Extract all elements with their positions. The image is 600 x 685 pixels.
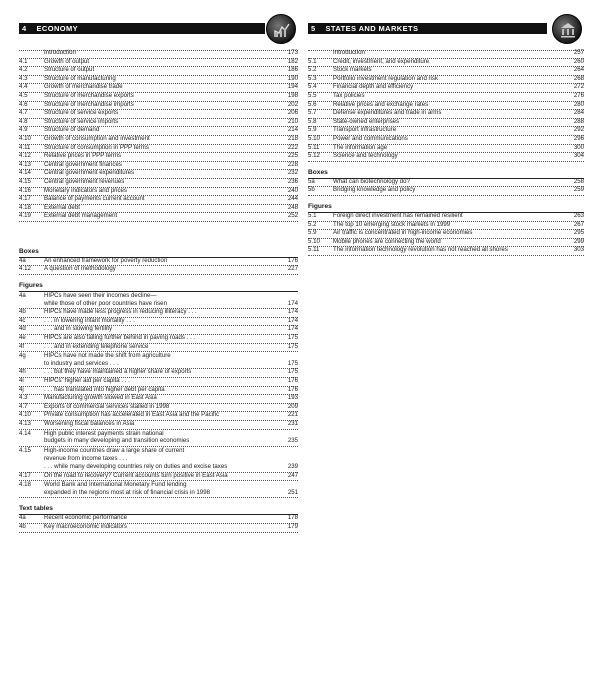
entry-title: Power and communications: [333, 134, 408, 142]
entry-page: 280: [573, 100, 584, 108]
entry-title: Central government expenditures: [44, 169, 135, 177]
entry-page: 182: [287, 57, 298, 65]
entry-title: Mobile phones are connecting the world: [333, 237, 441, 245]
entry-title: Structure of manufacturing: [44, 74, 116, 82]
entry-number: 5.2: [308, 66, 317, 74]
entry-page: 292: [573, 126, 584, 134]
entry-number: 4.1: [19, 57, 28, 65]
entry-number: 4c: [19, 316, 26, 324]
entry-page: 296: [573, 134, 584, 142]
entry-title: Balance of payments current account: [44, 195, 145, 203]
entry-number: 4.7: [19, 109, 28, 117]
entry-page: 236: [287, 177, 298, 185]
entry-page: 248: [287, 203, 298, 211]
entry-title: Transport infrastructure: [333, 126, 397, 134]
entry-number: 5.11: [308, 246, 320, 254]
entry-page: 175: [287, 342, 298, 350]
entry-number: 4.2: [19, 66, 28, 74]
section-number: 4: [22, 24, 27, 33]
entry-page: 228: [287, 160, 298, 168]
entry-title: . . . while many developing countries rely on duties and excise taxes: [44, 462, 228, 470]
entry-title: Structure of merchandise exports: [44, 91, 134, 99]
entry-title: Tax policies: [333, 91, 365, 99]
toc-entry[interactable]: [308, 187, 584, 196]
entry-page: 240: [287, 186, 298, 194]
section-header: [308, 14, 584, 50]
entry-page: 202: [287, 100, 298, 108]
economy-column: [19, 14, 298, 533]
entry-page: 206: [287, 109, 298, 117]
toc-entry[interactable]: [19, 213, 298, 222]
figures-heading: Figures: [308, 203, 584, 213]
entry-number: 4.16: [19, 186, 31, 194]
entry-number: 4.12: [19, 265, 31, 273]
entry-number: 4.11: [19, 143, 31, 151]
entry-number: 4b: [19, 522, 26, 530]
entry-page: 257: [573, 49, 584, 56]
entry-page: 174: [287, 325, 298, 333]
entry-title: HIPCs are also falling further behind in paving roads . . .: [44, 334, 196, 342]
entry-page: 210: [287, 117, 298, 125]
contents-list: [308, 50, 584, 162]
entry-number: 5.4: [308, 83, 317, 91]
entry-title: expanded in the regions most at risk of financial crisis in 1998: [44, 488, 210, 496]
entry-title: HIPCs have seen their incomes decline—: [44, 292, 157, 300]
entry-number: 5.1: [308, 57, 317, 65]
boxes-heading: Boxes: [308, 169, 584, 179]
economy-emblem-icon: [266, 14, 296, 44]
toc-entry[interactable]: [19, 266, 298, 275]
section-number: 5: [311, 24, 316, 33]
entry-title: Relative prices and exchange rates: [333, 100, 429, 108]
entry-title: Credit, investment, and expenditure: [333, 57, 430, 65]
entry-number: 4.10: [19, 411, 31, 419]
entry-page: 259: [573, 186, 584, 194]
entry-page: 175: [287, 334, 298, 342]
entry-page: 174: [287, 308, 298, 316]
entry-page: 176: [287, 385, 298, 393]
entry-number: 4e: [19, 334, 26, 342]
entry-page: 179: [287, 522, 298, 530]
entry-page: 221: [287, 411, 298, 419]
entry-page: 267: [573, 220, 584, 228]
entry-number: 4a: [19, 514, 26, 522]
entry-title: Structure of consumption in PPP terms: [44, 143, 149, 151]
entry-title: Air traffic is concentrated in high-income economies: [333, 229, 473, 237]
entry-title: Private consumption has accelerated in East Asia and the Pacific: [44, 411, 220, 419]
entry-page: 276: [573, 91, 584, 99]
entry-title: . . . in lowering infant mortality . . .: [44, 316, 135, 324]
entry-number: 4.15: [19, 446, 31, 454]
entry-page: 218: [287, 134, 298, 142]
entry-number: 5.6: [308, 100, 317, 108]
entry-number: 4.13: [19, 419, 31, 427]
figures-heading: Figures: [19, 282, 298, 292]
entry-title: Foreign direct investment has remained resilient: [333, 211, 463, 219]
entry-title: HIPCs have not made the shift from agriculture: [44, 352, 171, 360]
entry-title: Financial depth and efficiency: [333, 83, 414, 91]
entry-title: World Bank and International Monetary Fund lending: [44, 481, 187, 489]
entry-title: . . . has translated into higher debt per capita: [44, 385, 165, 393]
entry-title: Structure of merchandise imports: [44, 100, 134, 108]
entry-title: Central government finances: [44, 160, 122, 168]
entry-title: Bridging knowledge and policy: [333, 186, 416, 194]
entry-title: State-owned enterprises: [333, 117, 400, 125]
entry-title: External debt: [44, 203, 80, 211]
entry-number: 4.3: [19, 394, 28, 402]
entry-number: 4.18: [19, 481, 31, 489]
entry-number: 4g: [19, 352, 26, 360]
entry-title: Structure of service exports: [44, 109, 119, 117]
entry-page: 175: [287, 368, 298, 376]
entry-number: 4.15: [19, 177, 31, 185]
section-header: [19, 14, 298, 50]
entry-page: 176: [287, 377, 298, 384]
entry-number: 4.8: [19, 117, 28, 125]
entry-title: High public interest payments strain national: [44, 429, 164, 437]
entry-number: 4.3: [19, 74, 28, 82]
text-tables-list: [19, 515, 298, 532]
toc-entry[interactable]: [19, 447, 298, 456]
entry-title: Stock markets: [333, 66, 372, 74]
entry-page: 284: [573, 109, 584, 117]
entry-title: Growth of output: [44, 57, 90, 65]
entry-number: 5.1: [308, 211, 317, 219]
entry-number: 4.12: [19, 152, 31, 160]
entry-number: 5.9: [308, 126, 317, 134]
entry-page: 299: [573, 237, 584, 245]
entry-title: Exports of commercial services stalled in 1998: [44, 402, 170, 410]
entry-title: Growth of merchandise trade: [44, 83, 123, 91]
contents-list: [19, 50, 298, 222]
entry-title: Introduction: [44, 49, 76, 56]
entry-title: Introduction: [333, 49, 365, 56]
entry-number: 5b: [308, 186, 315, 194]
entry-number: 5.11: [308, 143, 320, 151]
entry-title: Structure of output: [44, 66, 95, 74]
entry-page: 268: [573, 74, 584, 82]
entry-title: An enhanced framework for poverty reduction: [44, 256, 168, 264]
boxes-list: [308, 179, 584, 196]
entry-number: 4i: [19, 377, 24, 384]
toc-entry[interactable]: [308, 247, 584, 256]
entry-page: 186: [287, 66, 298, 74]
toc-entry[interactable]: [308, 153, 584, 162]
entry-title: Defense expenditures and trade in arms: [333, 109, 442, 117]
entry-title: External debt management: [44, 212, 118, 220]
entry-page: 252: [287, 212, 298, 220]
entry-number: 4h: [19, 368, 26, 376]
entry-page: 176: [287, 256, 298, 264]
entry-page: 225: [287, 152, 298, 160]
entry-page: 235: [287, 437, 298, 445]
toc-entry[interactable]: [19, 438, 298, 447]
entry-title: . . . and in extending telephone service: [44, 342, 149, 350]
entry-page: 175: [287, 359, 298, 367]
entry-page: 303: [573, 246, 584, 254]
entry-number: 4.17: [19, 195, 31, 203]
states-and-markets-column: [308, 14, 584, 256]
entry-number: 4.9: [19, 126, 28, 134]
section-title-bar: [19, 23, 265, 34]
entry-title: Key macroeconomic indicators: [44, 522, 127, 530]
entry-number: 4.14: [19, 169, 31, 177]
entry-page: 300: [573, 143, 584, 151]
entry-page: 193: [287, 394, 298, 402]
section-title: ECONOMY: [36, 24, 79, 33]
entry-title: Growth of consumption and investment: [44, 134, 150, 142]
entry-page: 173: [287, 49, 298, 56]
entry-page: 174: [287, 316, 298, 324]
entry-title: . . . but they have maintained a higher share of exports: [44, 368, 192, 376]
entry-title: Portfolio investment regulation and risk: [333, 74, 439, 82]
entry-page: 260: [573, 57, 584, 65]
entry-title: The information age: [333, 143, 388, 151]
entry-number: 4.18: [19, 203, 31, 211]
toc-entry[interactable]: [19, 490, 298, 499]
entry-title: The information technology revolution has not reached all shores: [333, 246, 508, 254]
section-title-bar: [308, 23, 547, 34]
entry-page: 174: [287, 299, 298, 307]
entry-title: Worsening fiscal balances in Asia: [44, 419, 135, 427]
entry-page: 244: [287, 195, 298, 203]
entry-title: to industry and services . . .: [44, 359, 119, 367]
entry-number: 5a: [308, 177, 315, 185]
toc-entry[interactable]: [19, 344, 298, 353]
entry-title: The top 10 emerging stock markets in 1999: [333, 220, 451, 228]
entry-number: 4b: [19, 308, 26, 316]
entry-title: Structure of service imports: [44, 117, 119, 125]
entry-title: revenue from income taxes . . .: [44, 455, 128, 463]
section-title: STATES AND MARKETS: [325, 24, 419, 33]
entry-page: 239: [287, 462, 298, 470]
entry-title: High-income countries draw a large share of current: [44, 446, 185, 454]
entry-title: Central government revenues: [44, 177, 125, 185]
entry-page: 232: [287, 169, 298, 177]
entry-number: 4a: [19, 292, 26, 300]
entry-title: Structure of demand: [44, 126, 100, 134]
entry-number: 4f: [19, 342, 25, 350]
boxes-list: [19, 258, 298, 275]
entry-number: 4.19: [19, 212, 31, 220]
entry-title: Recent economic performance: [44, 514, 127, 522]
entry-title: HIPCs have made less progress in reducing illiteracy . . .: [44, 308, 197, 316]
entry-number: 5.10: [308, 237, 320, 245]
text-tables-heading: Text tables: [19, 505, 298, 515]
entry-title: budgets in many developing and transition economies: [44, 437, 190, 445]
entry-page: 209: [287, 402, 298, 410]
entry-number: 4a: [19, 256, 26, 264]
entry-number: 4.17: [19, 471, 31, 479]
entry-number: 5.7: [308, 109, 317, 117]
entry-number: 4.5: [19, 91, 28, 99]
entry-page: 288: [573, 117, 584, 125]
entry-title: while those of other poor countries have risen: [44, 299, 167, 307]
entry-page: 190: [287, 74, 298, 82]
entry-page: 247: [287, 471, 298, 479]
entry-page: 272: [573, 83, 584, 91]
entry-title: A question of methodology: [44, 265, 116, 273]
entry-number: 4.6: [19, 100, 28, 108]
toc-entry[interactable]: [19, 524, 298, 533]
entry-title: . . . and in slowing fertility: [44, 325, 113, 333]
figures-list: [19, 292, 298, 498]
entry-number: 4.14: [19, 429, 31, 437]
entry-number: 5.3: [308, 74, 317, 82]
entry-title: Monetary indicators and prices: [44, 186, 127, 194]
entry-number: 5.12: [308, 152, 320, 160]
entry-number: 4.4: [19, 83, 28, 91]
figures-list: [308, 213, 584, 256]
entry-page: 198: [287, 91, 298, 99]
entry-page: 227: [287, 265, 298, 273]
entry-number: 4d: [19, 325, 26, 333]
entry-title: What can biotechnology do?: [333, 177, 410, 185]
boxes-heading: Boxes: [19, 248, 298, 258]
entry-page: 304: [573, 152, 584, 160]
entry-page: 263: [573, 211, 584, 219]
entry-number: 5.5: [308, 91, 317, 99]
entry-number: 5.8: [308, 117, 317, 125]
entry-title: Relative prices in PPP terms: [44, 152, 122, 160]
entry-page: 178: [287, 514, 298, 522]
entry-number: 5.10: [308, 134, 320, 142]
entry-page: 264: [573, 66, 584, 74]
entry-number: 4.7: [19, 402, 28, 410]
entry-title: Science and technology: [333, 152, 398, 160]
entry-title: HIPCs' higher aid per capita . . .: [44, 377, 130, 384]
entry-title: On the road to recovery? Current accounts turn positive in East Asia: [44, 471, 228, 479]
entry-page: 222: [287, 143, 298, 151]
toc-entry[interactable]: [19, 473, 298, 482]
entry-page: 231: [287, 419, 298, 427]
entry-title: Manufacturing growth slowed in East Asia: [44, 394, 157, 402]
entry-page: 258: [573, 177, 584, 185]
states-markets-emblem-icon: [552, 14, 582, 44]
entry-number: 4.10: [19, 134, 31, 142]
entry-number: 5.9: [308, 229, 317, 237]
entry-number: 5.2: [308, 220, 317, 228]
toc-entry[interactable]: [19, 421, 298, 430]
entry-page: 214: [287, 126, 298, 134]
entry-page: 194: [287, 83, 298, 91]
entry-number: 4.13: [19, 160, 31, 168]
entry-number: 4j: [19, 385, 24, 393]
entry-page: 251: [287, 488, 298, 496]
entry-page: 295: [573, 229, 584, 237]
